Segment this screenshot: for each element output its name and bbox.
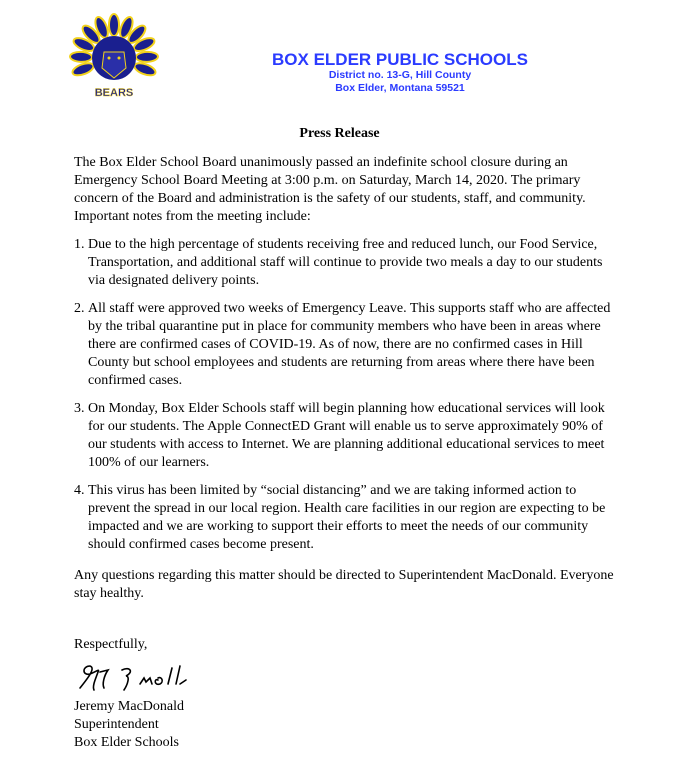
list-item-text: On Monday, Box Elder Schools staff will begin planning how educational services will look for our students. The Apple ConnectED Grant will enable us to serve approximately 90% of our students with access to Internet. We are planning additional educational services to meet 100% of our learners. bbox=[88, 401, 605, 470]
list-item bbox=[74, 400, 614, 472]
list-number: 1. bbox=[74, 237, 85, 252]
list-item-text: All staff were approved two weeks of Emergency Leave. This supports staff who are affected by the tribal quarantine put in place for community members who have been in areas where there are confirmed cases of COVID-19. As of now, there are no confirmed cases in Hill County but school employees and students are returning from areas where there have been confirmed cases. bbox=[88, 301, 611, 388]
closing-paragraph: Any questions regarding this matter should be directed to Superintendent MacDonald. Everyone stay healthy. bbox=[74, 568, 614, 601]
address-line: Box Elder, Montana 59521 bbox=[335, 82, 465, 94]
logo-text: BEARS bbox=[94, 87, 134, 99]
list-number: 4. bbox=[74, 483, 85, 498]
signature-icon bbox=[74, 658, 214, 696]
bears-logo-icon bbox=[66, 12, 162, 100]
list-number: 3. bbox=[74, 401, 85, 416]
list-number: 2. bbox=[74, 301, 85, 316]
signature-block bbox=[74, 636, 214, 752]
document-title: Press Release bbox=[299, 126, 380, 141]
list-item bbox=[74, 300, 614, 390]
district-line: District no. 13-G, Hill County bbox=[328, 69, 472, 81]
signer-role: Superintendent bbox=[74, 717, 159, 732]
notes-list bbox=[74, 236, 614, 564]
list-item-text: This virus has been limited by “social distancing” and we are taking informed action to prevent the spread in our local region. Health care facilities in our region are expecting to be impacted and we are working to support their efforts to meet the needs of our community should confirmed cases become present. bbox=[88, 483, 606, 552]
list-item bbox=[74, 236, 614, 290]
headdress-feathers bbox=[70, 14, 158, 80]
signer-organization: Box Elder Schools bbox=[74, 735, 179, 750]
letterhead bbox=[255, 50, 545, 95]
list-item-text: Due to the high percentage of students receiving free and reduced lunch, our Food Service, Transportation, and additional staff will continue to provide two meals a day to our students via designated delivery points. bbox=[88, 237, 603, 288]
salutation: Respectfully, bbox=[74, 637, 148, 652]
list-item bbox=[74, 482, 614, 554]
signer-name: Jeremy MacDonald bbox=[74, 699, 185, 714]
school-name: BOX ELDER PUBLIC SCHOOLS bbox=[272, 50, 528, 69]
intro-paragraph: The Box Elder School Board unanimously passed an indefinite school closure during an Emergency School Board Meeting at 3:00 p.m. on Saturday, March 14, 2020. The primary concern of the Board and administration is the safety of our students, staff, and community. Important notes from the meeting include: bbox=[74, 155, 586, 224]
